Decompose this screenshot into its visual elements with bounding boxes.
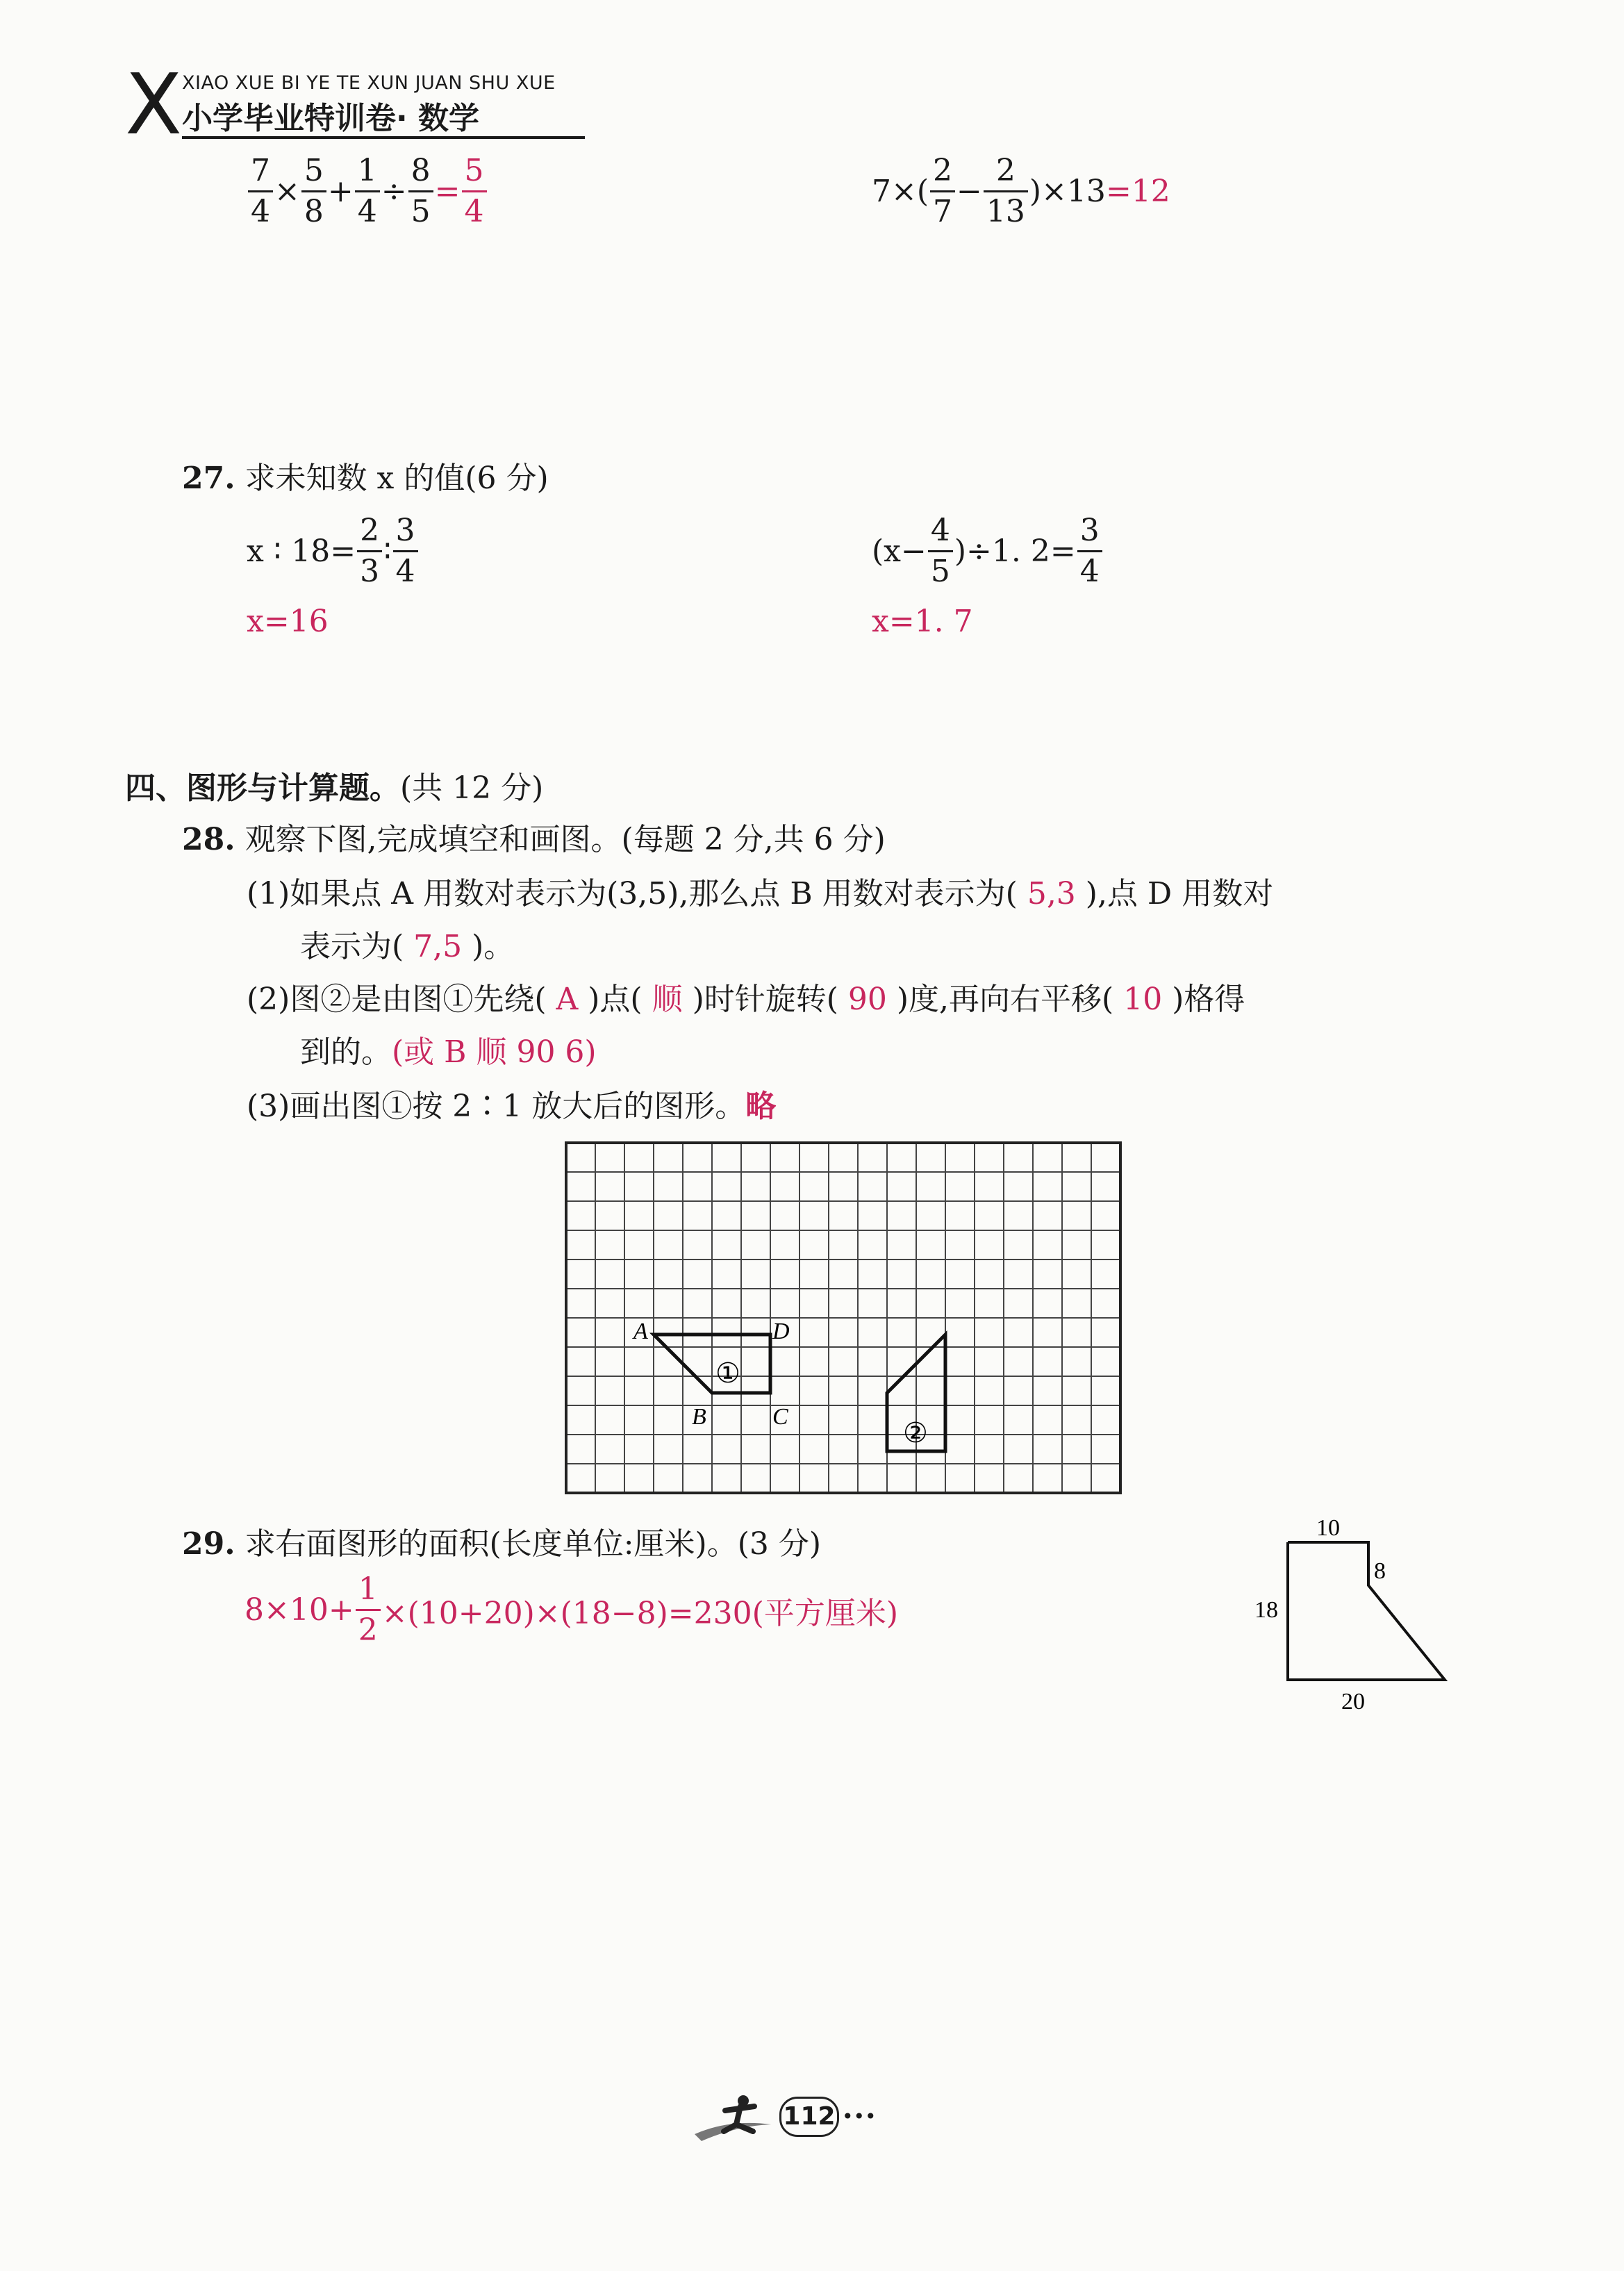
frac-num: 3 bbox=[1077, 515, 1102, 552]
q27-prompt bbox=[182, 453, 549, 504]
frac-num: 3 bbox=[393, 515, 418, 552]
frac-num: 8 bbox=[408, 156, 433, 192]
area-figure-outline bbox=[1288, 1542, 1445, 1680]
expr-part: 7×( bbox=[872, 174, 929, 209]
frac-num: 2 bbox=[984, 156, 1028, 192]
question-number: 29. bbox=[182, 1526, 235, 1562]
header-rule bbox=[182, 136, 585, 139]
text: 表示为( bbox=[300, 929, 404, 964]
alternate-answer: (或 B 顺 90 6) bbox=[392, 1034, 597, 1070]
header-pinyin: XIAO XUE BI YE TE XUN JUAN SHU XUE bbox=[182, 72, 556, 94]
ratio-sign: ∶ bbox=[383, 534, 392, 569]
frac-num: 2 bbox=[930, 156, 955, 192]
calc-left bbox=[247, 153, 488, 229]
section-title: 四、图形与计算题。 bbox=[125, 770, 400, 806]
q27-answer-2: x=1. 7 bbox=[872, 604, 973, 639]
dim-bottom-label: 20 bbox=[1341, 1689, 1365, 1715]
answer-blank: 90 bbox=[838, 982, 897, 1017]
frac-den: 8 bbox=[304, 194, 324, 229]
text: )度,再向右平移( bbox=[896, 982, 1114, 1017]
header-title: 小学毕业特训卷· 数学 bbox=[182, 101, 480, 136]
answer-blank: A bbox=[546, 982, 588, 1017]
frac-num: 1 bbox=[355, 156, 380, 192]
area-figure bbox=[1243, 1508, 1452, 1723]
text: (3)画出图①按 2∶1 放大后的图形。 bbox=[247, 1089, 746, 1124]
expr-part: (x− bbox=[872, 534, 927, 569]
text: (2)图②是由图①先绕( bbox=[247, 982, 547, 1017]
equals-sign: = bbox=[434, 174, 461, 209]
expr-part: ×(10+20)×(18−8)=230(平方厘米) bbox=[381, 1595, 898, 1631]
q29-prompt bbox=[182, 1519, 821, 1570]
q27-equation-2 bbox=[872, 515, 1104, 587]
header-logo-letter: X bbox=[125, 57, 183, 154]
page-number: 112 bbox=[779, 2097, 839, 2137]
runner-icon bbox=[688, 2091, 785, 2147]
q28-prompt bbox=[182, 814, 886, 866]
expr-part: 8×10+ bbox=[245, 1592, 354, 1628]
q29-answer bbox=[245, 1571, 898, 1648]
answer: 略 bbox=[745, 1089, 777, 1124]
answer-num: 5 bbox=[462, 156, 487, 192]
q28-part3 bbox=[247, 1081, 776, 1132]
answer-blank: 顺 bbox=[642, 982, 693, 1017]
answer-blank: 7,5 bbox=[404, 929, 472, 964]
question-number: 28. bbox=[182, 822, 235, 857]
answer-den: 4 bbox=[464, 194, 484, 229]
q28-part2-line1 bbox=[247, 974, 1245, 1025]
dim-left-label: 18 bbox=[1254, 1597, 1278, 1623]
point-d-label: D bbox=[772, 1319, 790, 1344]
question-text: 求右面图形的面积(长度单位:厘米)。(3 分) bbox=[245, 1526, 822, 1562]
frac-den: 13 bbox=[986, 194, 1025, 229]
frac-num: 4 bbox=[928, 515, 953, 552]
frac-den: 4 bbox=[1079, 554, 1100, 589]
point-b-label: B bbox=[692, 1404, 706, 1430]
question-number: 27. bbox=[182, 461, 235, 496]
expr-part: x ∶ 18= bbox=[247, 534, 356, 569]
dim-notch-label: 8 bbox=[1374, 1558, 1386, 1584]
q28-part1-line1 bbox=[247, 868, 1273, 920]
frac-num: 2 bbox=[357, 515, 382, 552]
frac-den: 4 bbox=[251, 194, 270, 229]
figure-2-label: ② bbox=[903, 1417, 928, 1449]
dim-top-label: 10 bbox=[1316, 1515, 1340, 1541]
expr-part: )×13 bbox=[1029, 174, 1106, 209]
q27-equation-1 bbox=[247, 515, 420, 587]
text: (1)如果点 A 用数对表示为(3,5),那么点 B 用数对表示为( bbox=[247, 876, 1018, 911]
section-score: (共 12 分) bbox=[400, 770, 544, 806]
q27-answer-1: x=16 bbox=[247, 604, 329, 639]
footer-dots: ••• bbox=[842, 2105, 877, 2128]
frac-den: 7 bbox=[933, 194, 953, 229]
text: )。 bbox=[472, 929, 515, 964]
expr-part: )÷1. 2= bbox=[954, 534, 1076, 569]
point-c-label: C bbox=[772, 1404, 788, 1430]
coordinate-grid bbox=[563, 1139, 1132, 1508]
frac-num: 1 bbox=[356, 1574, 381, 1611]
operator: × bbox=[274, 174, 300, 209]
figure-1-label: ① bbox=[715, 1357, 740, 1389]
calc-right bbox=[872, 153, 1170, 229]
answer-blank: 5,3 bbox=[1017, 876, 1086, 911]
operator: ÷ bbox=[381, 174, 407, 209]
frac-num: 5 bbox=[301, 156, 326, 192]
frac-den: 2 bbox=[358, 1612, 378, 1648]
answer: 12 bbox=[1131, 174, 1170, 209]
frac-num: 7 bbox=[248, 156, 273, 192]
q28-part2-line2 bbox=[300, 1027, 597, 1078]
answer-blank: 10 bbox=[1113, 982, 1173, 1017]
text: )格得 bbox=[1172, 982, 1245, 1017]
frac-den: 4 bbox=[357, 194, 377, 229]
question-text: 求未知数 x 的值(6 分) bbox=[245, 461, 549, 496]
section-4-heading bbox=[125, 763, 543, 814]
operator: + bbox=[327, 174, 354, 209]
text: )点( bbox=[588, 982, 643, 1017]
text: 到的。 bbox=[300, 1034, 392, 1070]
text: ),点 D 用数对 bbox=[1085, 876, 1274, 911]
q28-part1-line2 bbox=[300, 921, 514, 973]
text: )时针旋转( bbox=[692, 982, 838, 1017]
frac-den: 5 bbox=[411, 194, 431, 229]
equals-sign: = bbox=[1105, 174, 1132, 209]
frac-den: 4 bbox=[395, 554, 415, 589]
operator: − bbox=[956, 174, 982, 209]
point-a-label: A bbox=[633, 1319, 648, 1344]
frac-den: 3 bbox=[360, 554, 380, 589]
question-text: 观察下图,完成填空和画图。(每题 2 分,共 6 分) bbox=[245, 822, 886, 857]
frac-den: 5 bbox=[930, 554, 950, 589]
